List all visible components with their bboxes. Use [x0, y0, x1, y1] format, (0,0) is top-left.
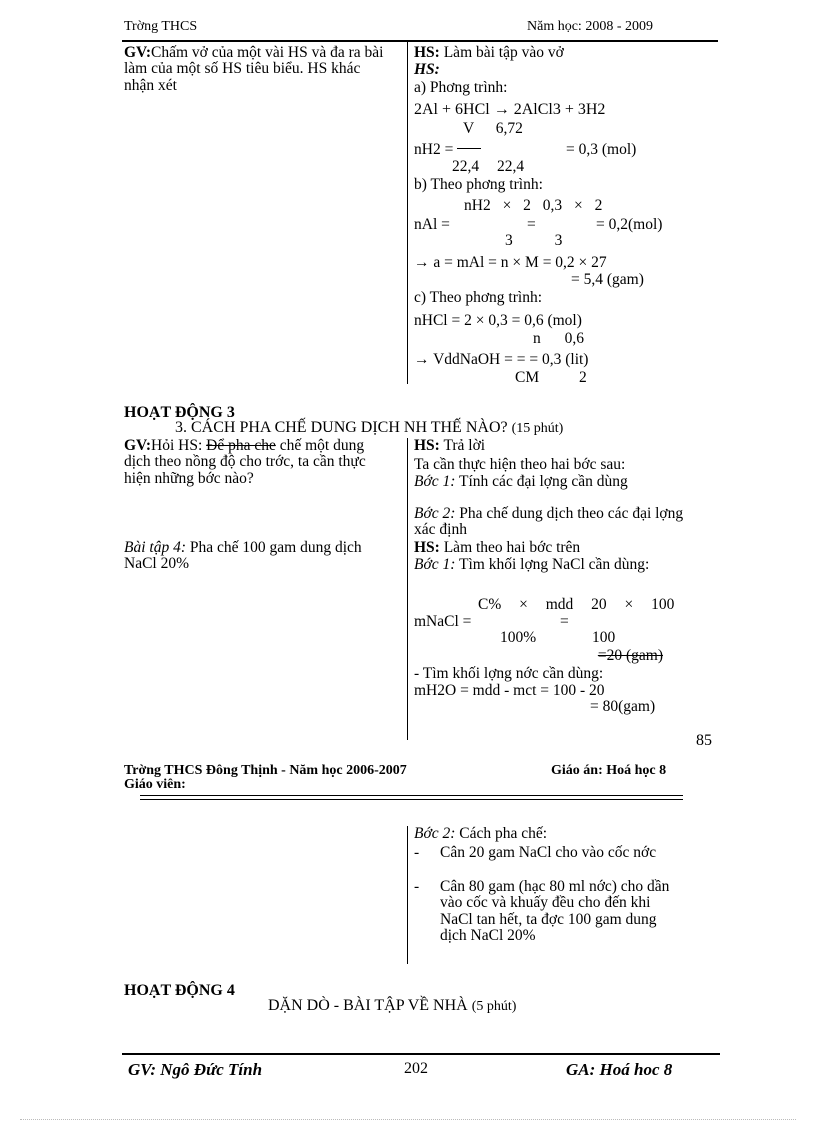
mnacl-result: =20 (gam)	[597, 647, 663, 664]
mh2o-result: = 80(gam)	[590, 698, 656, 715]
nh2-numerators: V 6,72	[463, 120, 523, 137]
mass-result: = 5,4 (gam)	[571, 271, 644, 288]
header-year: Năm học: 2008 - 2009	[527, 19, 653, 34]
part-c-title: c) Theo phơng trình:	[414, 289, 543, 306]
nal-numerators: nH2 × 2 0,3 × 2	[464, 197, 603, 214]
activity4-title: HOẠT ĐỘNG 4	[124, 982, 235, 999]
column-divider	[407, 438, 408, 740]
double-rule-top	[140, 795, 683, 796]
footer-subject: GA: Hoá hoc 8	[566, 1060, 673, 1079]
activity4-subtitle: DẶN DÒ - BÀI TẬP VỀ NHÀ (5 phút)	[268, 997, 517, 1014]
activity3-title: HOẠT ĐỘNG 3	[124, 404, 235, 421]
page2-header-right: Giáo án: Hoá học 8	[551, 763, 667, 778]
mass-aluminium: → a = mAl = n × M = 0,2 × 27	[414, 254, 607, 271]
page-number-85: 85	[696, 732, 712, 749]
exercise-4: Bài tập 4: Pha chế 100 gam dung dịch NaCl 20%	[124, 539, 362, 573]
double-rule-bottom	[140, 799, 683, 800]
step-1: Bớc 1: Tính các đại lợng cần dùng	[414, 473, 628, 490]
footer-teacher: GV: Ngô Đức Tính	[128, 1060, 263, 1079]
part-a-title: a) Phơng trình:	[414, 79, 508, 96]
water-line: - Tìm khối lợng nớc cần dùng:	[414, 665, 604, 682]
steps-intro: Ta cần thực hiện theo hai bớc sau:	[414, 456, 626, 473]
hs-task: HS: Làm bài tập vào vở	[414, 44, 564, 61]
footer-rule	[122, 1053, 720, 1055]
header-rule	[122, 40, 718, 42]
volume-line: → VddNaOH = = = 0,3 (lit)	[414, 351, 589, 368]
step-2-title: Bớc 2: Cách pha chế:	[414, 825, 548, 842]
hs-follow: HS: Làm theo hai bớc trên	[414, 539, 581, 556]
column-divider	[407, 42, 408, 384]
nh2-lhs: nH2 =	[414, 142, 481, 158]
instruction-item-1: Cân 20 gam NaCl cho vào cốc nớc	[440, 844, 657, 861]
instruction-item-2: Cân 80 gam (hạc 80 ml nớc) cho dần vào cốc và khuấy đều cho đến khi NaCl tan hết, ta đợc 100 gam dung dịch NaCl 20%	[440, 878, 670, 944]
nh2-denominators: 22,4 22,4	[452, 158, 525, 175]
mh2o-line: mH2O = mdd - mct = 100 - 20	[414, 682, 605, 699]
nal-result: = 0,2(mol)	[596, 216, 663, 233]
bullet-dash: -	[414, 878, 420, 895]
footer-page: 202	[404, 1060, 428, 1077]
page-edge-dotted-line	[20, 1119, 796, 1120]
page2-header-left: Trờng THCS Đông Thịnh - Năm học 2006-2007	[124, 763, 407, 778]
activity3-question: GV:Hỏi HS: Để pha che chế một dung dịch theo nồng độ cho trớc, ta cần thực hiện những bớc nào?	[124, 437, 366, 487]
step-2: Bớc 2: Pha chế dung dịch theo các đại lợng xác định	[414, 505, 684, 539]
fraction-bar	[457, 148, 481, 149]
bullet-dash: -	[414, 844, 420, 861]
hs-label: HS:	[414, 61, 440, 78]
hs-answer: HS: Trả lời	[414, 437, 486, 454]
page2-header-teacher: Giáo viên:	[124, 777, 186, 792]
volume-denominators: CM 2	[515, 369, 587, 386]
column-divider	[407, 826, 408, 964]
mnacl-numerators: C% × mdd 20 × 100	[478, 596, 675, 613]
reaction-equation: 2Al + 6HCl → 2AlCl3 + 3H2	[414, 101, 606, 118]
nh2-result: = 0,3 (mol)	[566, 141, 637, 158]
calc-step-1: Bớc 1: Tìm khối lợng NaCl cần dùng:	[414, 556, 650, 573]
nal-denominators: 3 3	[505, 232, 563, 249]
teacher-instruction: GV:Chấm vở của một vài HS và đa ra bài làm của một số HS tiêu biểu. HS khác nhận xét	[124, 44, 384, 94]
part-b-title: b) Theo phơng trình:	[414, 176, 543, 193]
nhcl-line: nHCl = 2 × 0,3 = 0,6 (mol)	[414, 312, 582, 329]
header-school: Trờng THCS	[124, 19, 198, 34]
nal-lhs: nAl =	[414, 216, 450, 233]
mnacl-denominators: 100% 100	[500, 629, 616, 646]
activity3-subtitle: 3. CÁCH PHA CHẾ DUNG DỊCH NH THẾ NÀO? (15 phút)	[175, 419, 564, 436]
mnacl-eq: =	[560, 613, 569, 630]
volume-numerators: n 0,6	[533, 330, 584, 347]
mnacl-lhs: mNaCl =	[414, 613, 472, 630]
